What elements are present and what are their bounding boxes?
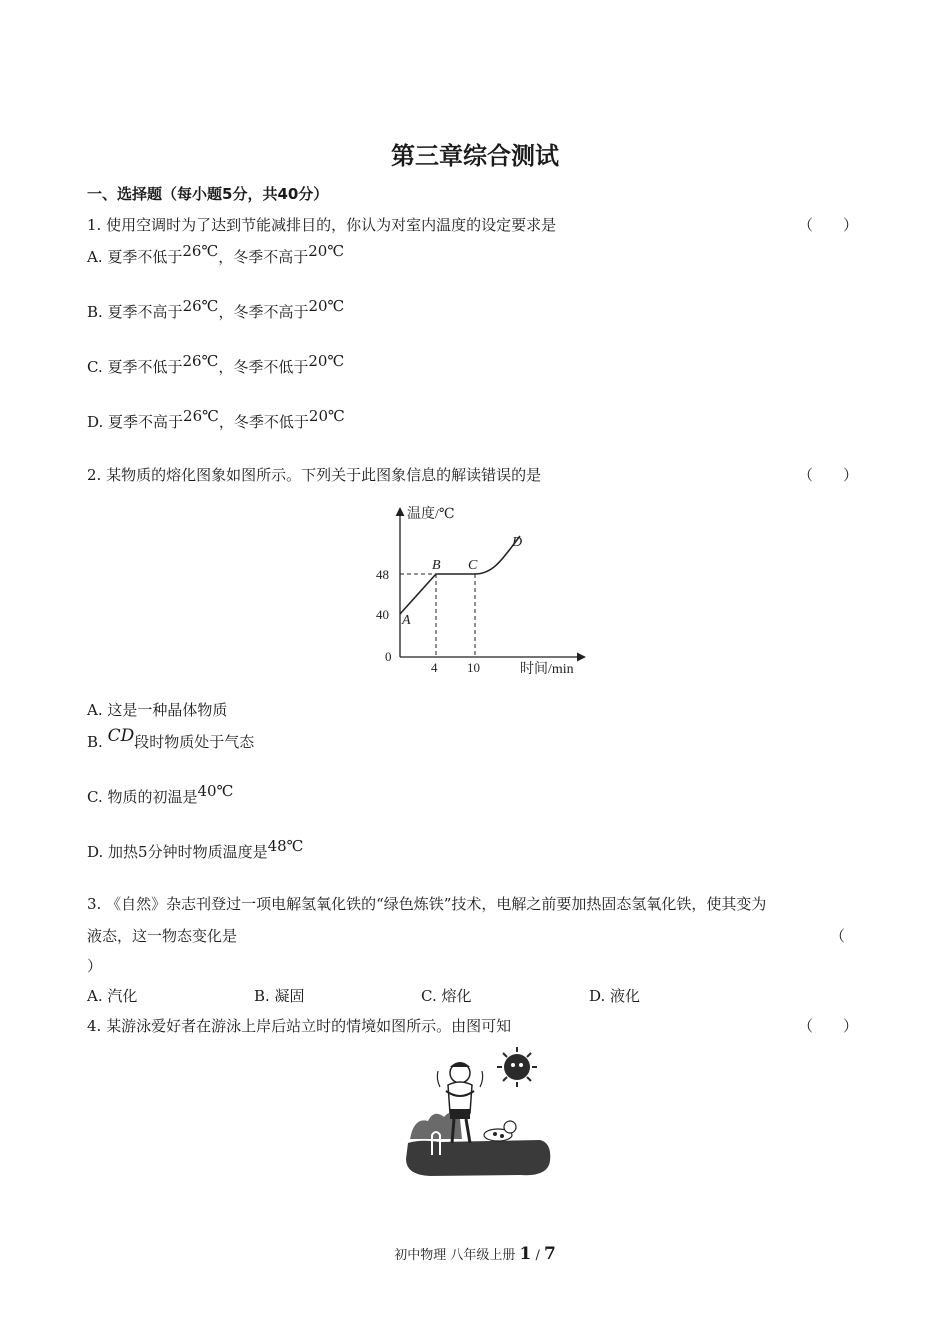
x-tick-10: 10 <box>467 660 480 675</box>
q2-option-b: B. CD段时物质处于气态 <box>87 726 255 751</box>
page-title: 第三章综合测试 <box>391 142 559 170</box>
sun-icon <box>497 1047 537 1087</box>
x-tick-4: 4 <box>431 660 438 675</box>
y-axis-label: 温度/℃ <box>407 507 455 522</box>
q3-option-b: B. 凝固 <box>254 987 305 1005</box>
q3-option-c: C. 熔化 <box>421 987 472 1005</box>
footer-page-total: 7 <box>543 1244 556 1264</box>
q3-paren-close: ） <box>87 957 103 975</box>
x-axis-label: 时间/min <box>520 662 574 677</box>
section-heading: 一、选择题（每小题5分，共40分） <box>87 185 329 203</box>
point-label-b: B <box>432 558 441 573</box>
page-footer: 初中物理 八年级上册 1 / 7 <box>394 1244 556 1264</box>
footer-page-number: 1 <box>519 1244 532 1264</box>
q2-option-d: D. 加热5分钟时物质温度是48℃ <box>87 837 304 861</box>
footer-subject: 初中物理 八年级上册 <box>394 1248 516 1263</box>
point-label-d: D <box>512 535 523 550</box>
q1-option-a: A. 夏季不低于26℃，冬季不高于20℃ <box>87 242 345 266</box>
q3-option-d: D. 液化 <box>589 987 641 1005</box>
dog-icon <box>484 1121 516 1141</box>
point-label-a: A <box>402 613 411 628</box>
q3-stem-line2: 液态，这一物态变化是 <box>87 927 238 945</box>
ground <box>406 1140 550 1176</box>
q1-option-c: C. 夏季不低于26℃，冬季不低于20℃ <box>87 352 345 376</box>
q2-stem: 2. 某物质的熔化图象如图所示。下列关于此图象信息的解读错误的是 <box>87 466 542 484</box>
q2-answer-paren: （ ） <box>798 466 859 484</box>
q4-answer-paren: （ ） <box>798 1017 859 1035</box>
swimmer-illustration <box>400 1043 555 1181</box>
q1-stem: 1. 使用空调时为了达到节能减排目的，你认为对室内温度的设定要求是 <box>87 216 557 234</box>
q1-answer-paren: （ ） <box>798 216 859 234</box>
q4-stem: 4. 某游泳爱好者在游泳上岸后站立时的情境如图所示。由图可知 <box>87 1017 512 1035</box>
y-tick-40: 40 <box>376 607 389 622</box>
q3-paren-open: （ <box>830 927 846 945</box>
q3-option-a: A. 汽化 <box>87 987 138 1005</box>
y-tick-48: 48 <box>376 567 389 582</box>
curve <box>400 535 523 614</box>
q1-option-d: D. 夏季不高于26℃，冬季不低于20℃ <box>87 407 345 431</box>
point-label-c: C <box>468 558 478 573</box>
q2-option-c: C. 物质的初温是40℃ <box>87 782 234 806</box>
q3-stem-line1: 3. 《自然》杂志刊登过一项电解氢氧化铁的“绿色炼铁”技术，电解之前要加热固态氢氧化铁，使其变为 <box>87 895 767 913</box>
q1-option-b: B. 夏季不高于26℃，冬季不高于20℃ <box>87 297 345 321</box>
melting-chart <box>360 500 600 685</box>
y-tick-0: 0 <box>385 649 392 664</box>
q2-option-a: A. 这是一种晶体物质 <box>87 701 228 719</box>
